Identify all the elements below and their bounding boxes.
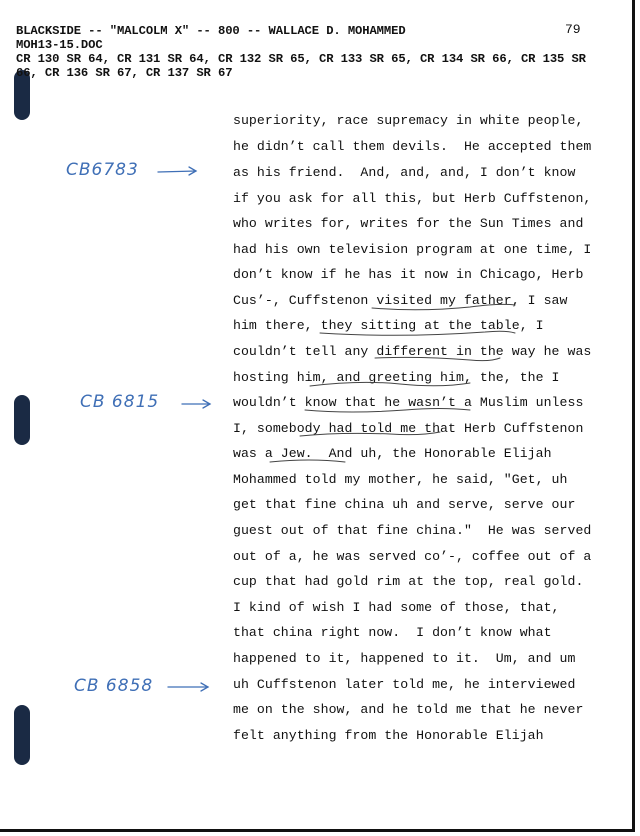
transcript-line: couldn’t tell any different in the way he was <box>233 344 592 359</box>
transcript-line: if you ask for all this, but Herb Cuffstenon, <box>233 191 592 206</box>
transcript-line: happened to it, happened to it. Um, and um <box>233 651 576 666</box>
transcript-line: cup that had gold rim at the top, real gold. <box>233 574 584 589</box>
transcript-line: out of a, he was served co’-, coffee out of a <box>233 549 592 564</box>
margin-note-cb6815: CB 6815 <box>80 392 160 412</box>
transcript-line: guest out of that fine china." He was served <box>233 523 592 538</box>
page-number: 79 <box>565 22 581 37</box>
header-codes-line-2: 66, CR 136 SR 67, CR 137 SR 67 <box>16 66 233 80</box>
transcript-line: hosting him, and greeting him, the, the I <box>233 370 560 385</box>
punch-hole-middle <box>14 395 30 445</box>
margin-note-cb6858: CB 6858 <box>74 676 154 696</box>
transcript-line: as his friend. And, and, and, I don’t know <box>233 165 576 180</box>
margin-note-cb6783: CB6783 <box>66 160 139 180</box>
header-filename: MOH13-15.DOC <box>16 38 103 52</box>
transcript-line: don’t know if he has it now in Chicago, Herb <box>233 267 584 282</box>
transcript-line: Mohammed told my mother, he said, "Get, uh <box>233 472 568 487</box>
transcript-line: I, somebody had told me that Herb Cuffstenon <box>233 421 584 436</box>
transcript-line: him there, they sitting at the table, I <box>233 318 544 333</box>
transcript-line: I kind of wish I had some of those, that, <box>233 600 560 615</box>
transcript-line: who writes for, writes for the Sun Times and <box>233 216 584 231</box>
transcript-line: uh Cuffstenon later told me, he interviewed <box>233 677 576 692</box>
transcript-line: he didn’t call them devils. He accepted them <box>233 139 592 154</box>
punch-hole-bottom <box>14 705 30 765</box>
transcript-line: get that fine china uh and serve, serve our <box>233 497 576 512</box>
transcript-line: that china right now. I don’t know what <box>233 625 552 640</box>
transcript-line: had his own television program at one time, I <box>233 242 592 257</box>
transcript-line: felt anything from the Honorable Elijah <box>233 728 544 743</box>
transcript-line: Cus’-, Cuffstenon visited my father, I saw <box>233 293 568 308</box>
transcript-line: superiority, race supremacy in white people, <box>233 113 584 128</box>
transcript-line: me on the show, and he told me that he never <box>233 702 584 717</box>
transcript-line: wouldn’t know that he wasn’t a Muslim unless <box>233 395 584 410</box>
transcript-line: was a Jew. And uh, the Honorable Elijah <box>233 446 552 461</box>
header-title: BLACKSIDE -- "MALCOLM X" -- 800 -- WALLACE D. MOHAMMED <box>16 24 406 38</box>
header-codes-line-1: CR 130 SR 64, CR 131 SR 64, CR 132 SR 65, CR 133 SR 65, CR 134 SR 66, CR 135 SR <box>16 52 586 66</box>
